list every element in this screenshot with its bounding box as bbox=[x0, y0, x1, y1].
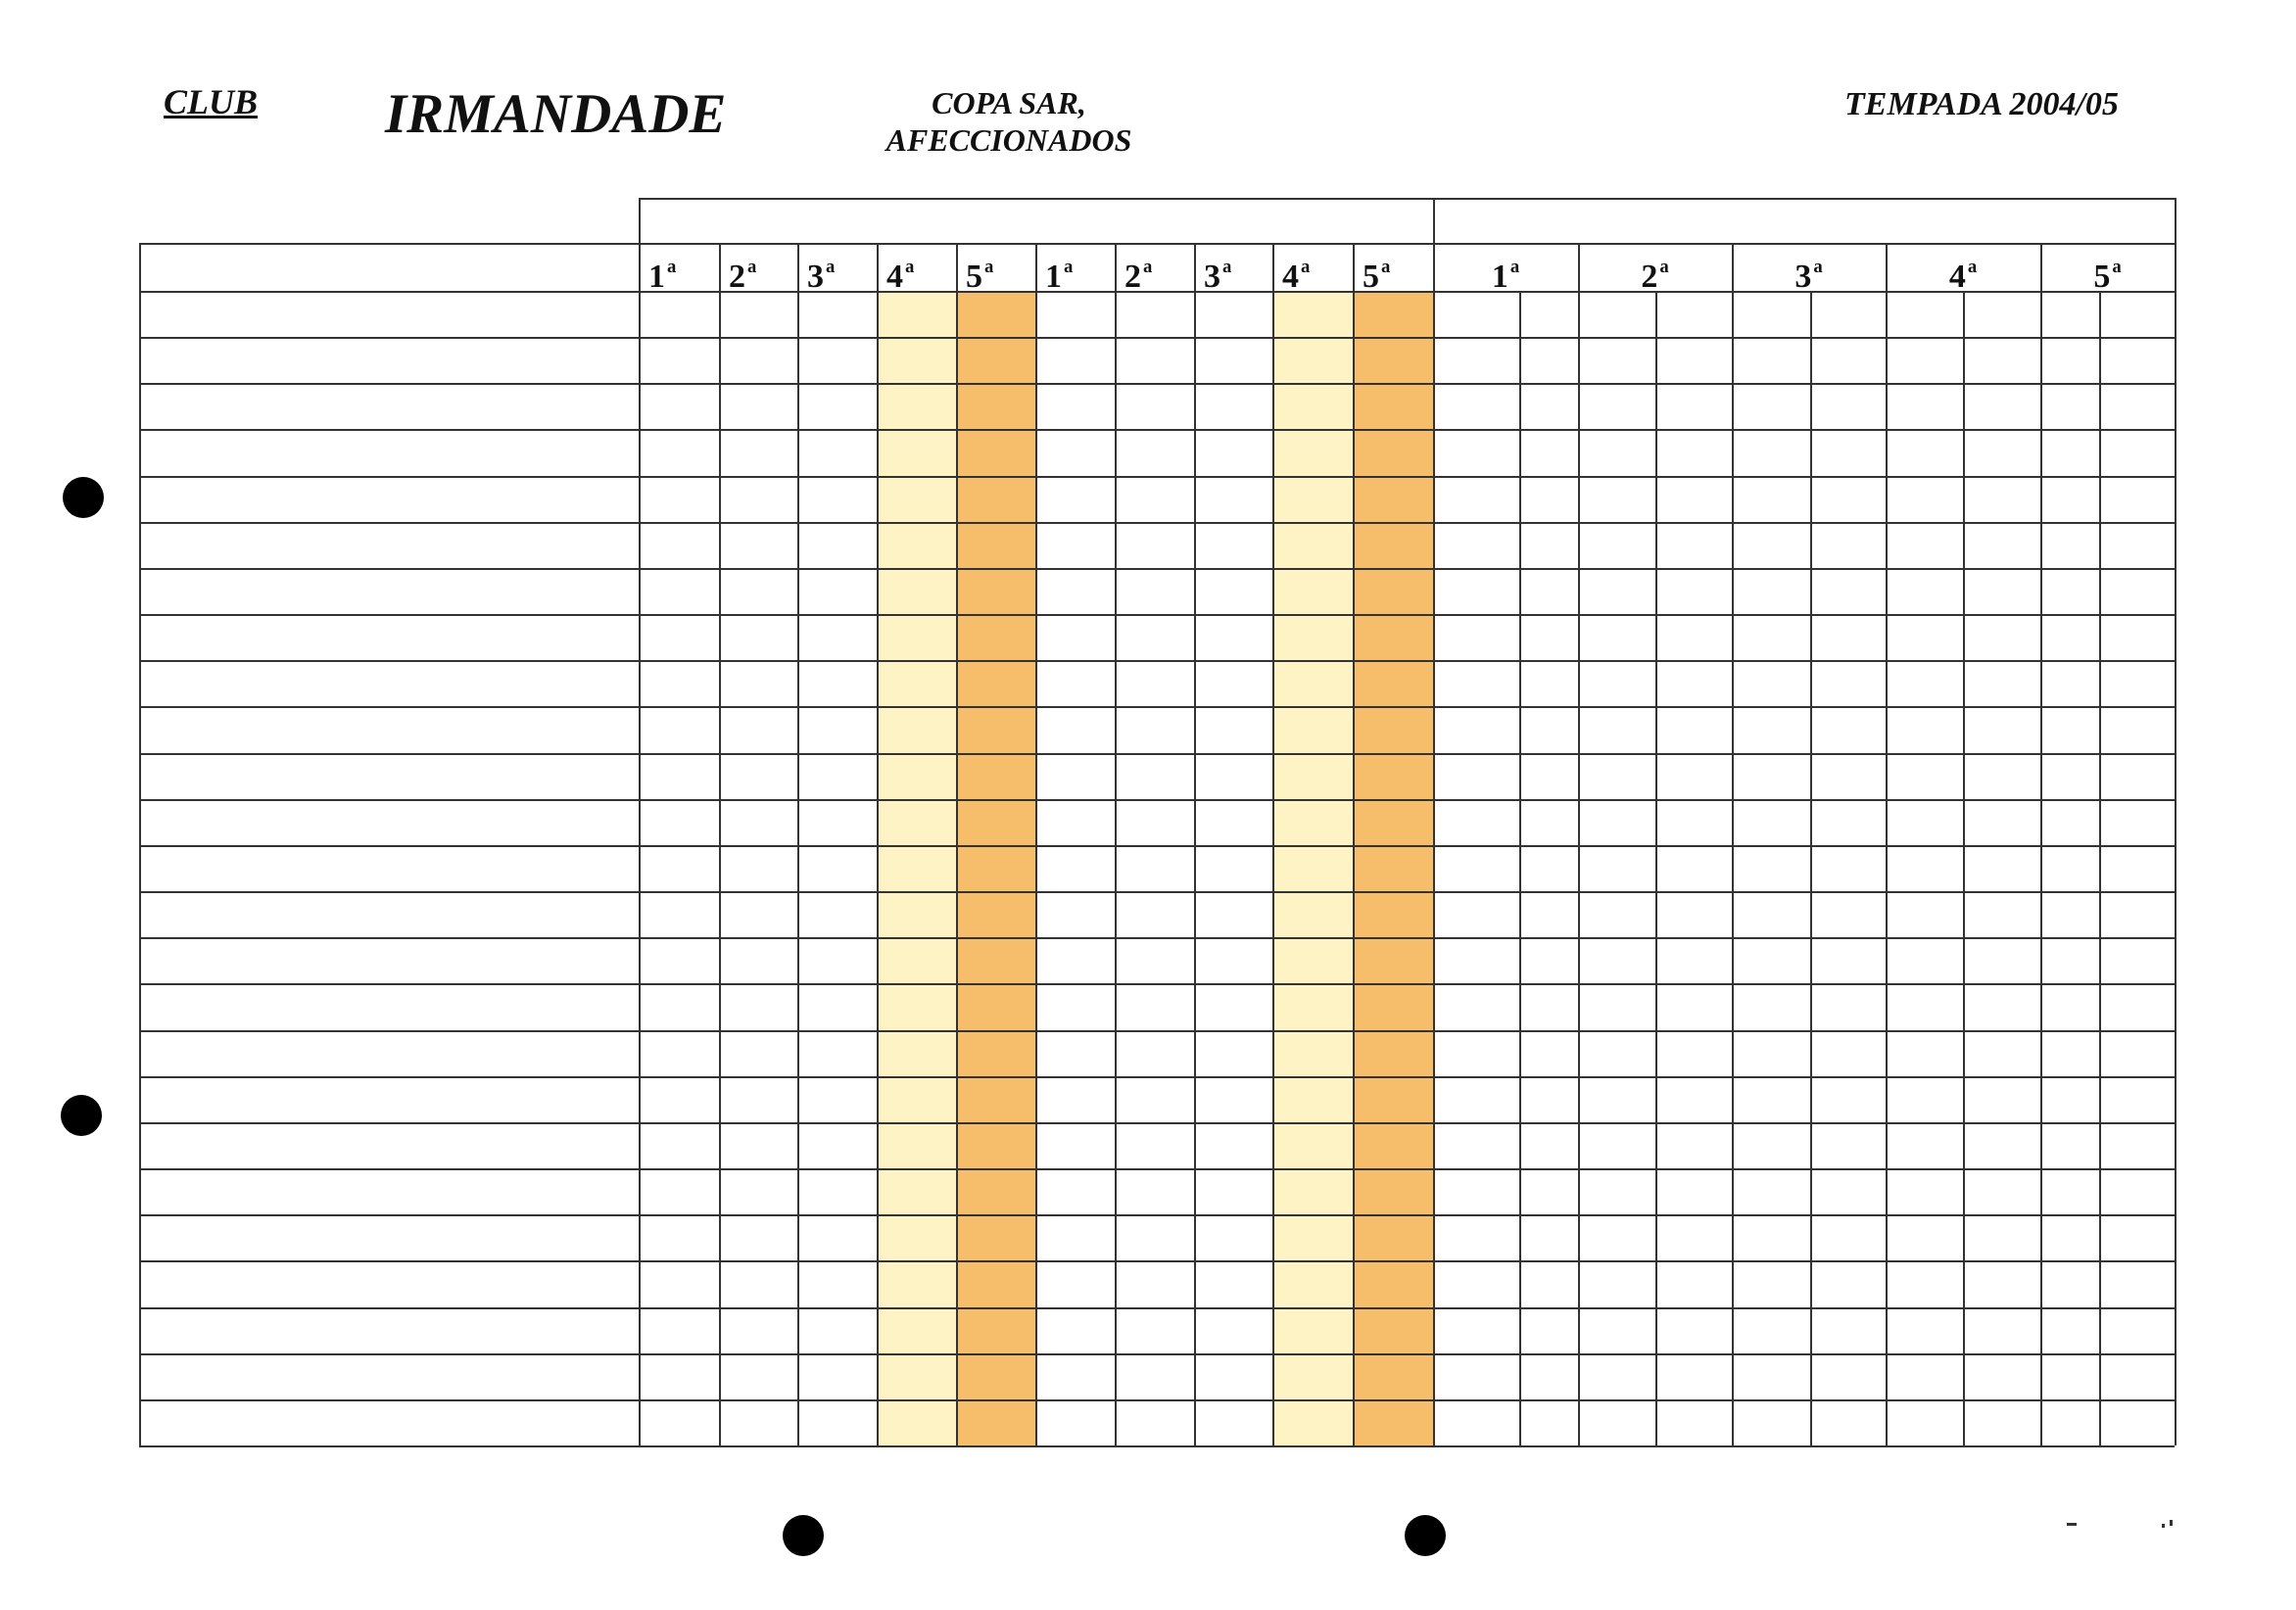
ordinal-suffix: a bbox=[1381, 257, 1391, 277]
warning-band-dark bbox=[1353, 291, 1433, 1445]
grid-line bbox=[2040, 243, 2042, 1445]
grid-line bbox=[139, 1445, 2175, 1447]
warning-col-header bbox=[956, 246, 1035, 299]
expulsion-col-header bbox=[2040, 246, 2175, 299]
grid-line bbox=[139, 614, 2175, 616]
ordinal-suffix: a bbox=[667, 257, 677, 277]
ordinal-suffix: a bbox=[1659, 257, 1669, 277]
grid-line bbox=[139, 522, 2175, 524]
ordinal-number: 4 bbox=[1948, 258, 1966, 295]
grid-line bbox=[139, 568, 2175, 570]
grid-line bbox=[139, 1214, 2175, 1216]
grid-line bbox=[139, 937, 2175, 939]
warning-col-header bbox=[719, 246, 797, 299]
ordinal-number: 3 bbox=[1204, 258, 1220, 295]
grid-line bbox=[1732, 243, 1734, 1445]
scan-speck bbox=[2170, 1520, 2173, 1526]
grid-line bbox=[797, 243, 799, 1445]
grid-line bbox=[1433, 198, 1435, 1445]
ordinal-number: 1 bbox=[1045, 258, 1062, 295]
grid-line bbox=[139, 243, 2175, 245]
grid-line bbox=[2175, 198, 2176, 1445]
warning-band-light bbox=[1272, 291, 1353, 1445]
warning-col-header bbox=[1272, 246, 1353, 299]
grid-line bbox=[956, 243, 958, 1445]
competition-line-1: COPA SAR, bbox=[932, 85, 1086, 120]
ordinal-number: 2 bbox=[1641, 258, 1658, 295]
grid-line bbox=[139, 337, 2175, 339]
grid-line bbox=[719, 243, 721, 1445]
warning-col-header bbox=[1035, 246, 1115, 299]
grid-line bbox=[1115, 243, 1117, 1445]
grid-line bbox=[1810, 291, 1812, 1445]
ordinal-suffix: a bbox=[2112, 257, 2122, 277]
grid-line bbox=[139, 383, 2175, 385]
grid-line bbox=[139, 799, 2175, 801]
ordinal-number: 5 bbox=[1363, 258, 1379, 295]
warning-band-light bbox=[877, 291, 956, 1445]
club-label: CLUB bbox=[164, 82, 259, 121]
warning-col-header bbox=[1194, 246, 1272, 299]
expulsion-col-header bbox=[1732, 246, 1886, 299]
grid-line bbox=[139, 1122, 2175, 1124]
ordinal-number: 5 bbox=[966, 258, 982, 295]
grid-line bbox=[1963, 291, 1965, 1445]
ordinal-number: 4 bbox=[1282, 258, 1299, 295]
ordinal-number: 4 bbox=[886, 258, 903, 295]
expulsion-col-header bbox=[1886, 246, 2040, 299]
ordinal-suffix: a bbox=[1813, 257, 1823, 277]
grid-line bbox=[139, 1307, 2175, 1309]
grid-line bbox=[139, 1353, 2175, 1355]
grid-line bbox=[1578, 243, 1580, 1445]
ordinal-number: 2 bbox=[1124, 258, 1141, 295]
grid-line bbox=[139, 1168, 2175, 1170]
ordinal-number: 1 bbox=[1491, 258, 1508, 295]
warning-band-dark bbox=[956, 291, 1035, 1445]
scan-speck bbox=[2162, 1524, 2165, 1528]
grid-line bbox=[877, 243, 879, 1445]
ordinal-number: 1 bbox=[648, 258, 665, 295]
punch-hole-icon bbox=[61, 1095, 102, 1136]
grid-line bbox=[139, 1076, 2175, 1078]
warning-col-header bbox=[639, 246, 719, 299]
grid-line bbox=[139, 429, 2175, 431]
punch-hole-icon bbox=[783, 1515, 824, 1556]
grid-line bbox=[139, 243, 141, 1445]
expulsion-col-header bbox=[1433, 246, 1578, 299]
grid-line bbox=[639, 198, 641, 1445]
grid-line bbox=[139, 753, 2175, 755]
ordinal-suffix: a bbox=[984, 257, 994, 277]
ordinal-suffix: a bbox=[1064, 257, 1074, 277]
warning-col-header bbox=[797, 246, 877, 299]
grid-line bbox=[1519, 291, 1521, 1445]
grid-line bbox=[1886, 243, 1888, 1445]
ordinal-suffix: a bbox=[747, 257, 757, 277]
grid-line bbox=[1272, 243, 1274, 1445]
ordinal-number: 3 bbox=[807, 258, 824, 295]
punch-hole-icon bbox=[1405, 1515, 1446, 1556]
ordinal-suffix: a bbox=[1222, 257, 1232, 277]
season-label: TEMPADA 2004/05 bbox=[1844, 86, 2119, 122]
grid-line bbox=[639, 198, 2175, 200]
grid-line bbox=[139, 983, 2175, 985]
punch-hole-icon bbox=[63, 477, 104, 518]
grid-line bbox=[1194, 243, 1196, 1445]
ordinal-number: 5 bbox=[2093, 258, 2111, 295]
competition-line-2: AFECCIONADOS bbox=[885, 122, 1132, 158]
competition-title bbox=[882, 84, 1136, 159]
grid-line bbox=[1035, 243, 1037, 1445]
grid-line bbox=[139, 845, 2175, 847]
warning-col-header bbox=[1353, 246, 1433, 299]
ordinal-number: 3 bbox=[1794, 258, 1812, 295]
warning-col-header bbox=[1115, 246, 1194, 299]
grid-line bbox=[139, 891, 2175, 893]
grid-line bbox=[1655, 291, 1657, 1445]
scan-speck bbox=[2067, 1523, 2077, 1526]
ordinal-number: 2 bbox=[729, 258, 745, 295]
grid-line bbox=[139, 706, 2175, 708]
warning-col-header bbox=[877, 246, 956, 299]
grid-line bbox=[139, 1399, 2175, 1401]
ordinal-suffix: a bbox=[1301, 257, 1311, 277]
grid-line bbox=[139, 1260, 2175, 1262]
grid-line bbox=[2099, 291, 2101, 1445]
grid-line bbox=[1353, 243, 1355, 1445]
ordinal-suffix: a bbox=[1143, 257, 1153, 277]
ordinal-suffix: a bbox=[905, 257, 915, 277]
grid-line bbox=[139, 660, 2175, 662]
ordinal-suffix: a bbox=[1509, 257, 1520, 277]
grid-line bbox=[139, 476, 2175, 478]
ordinal-suffix: a bbox=[1967, 257, 1978, 277]
ordinal-suffix: a bbox=[826, 257, 836, 277]
expulsion-col-header bbox=[1578, 246, 1732, 299]
grid-line bbox=[139, 1030, 2175, 1032]
club-name: IRMANDADE bbox=[385, 83, 727, 145]
